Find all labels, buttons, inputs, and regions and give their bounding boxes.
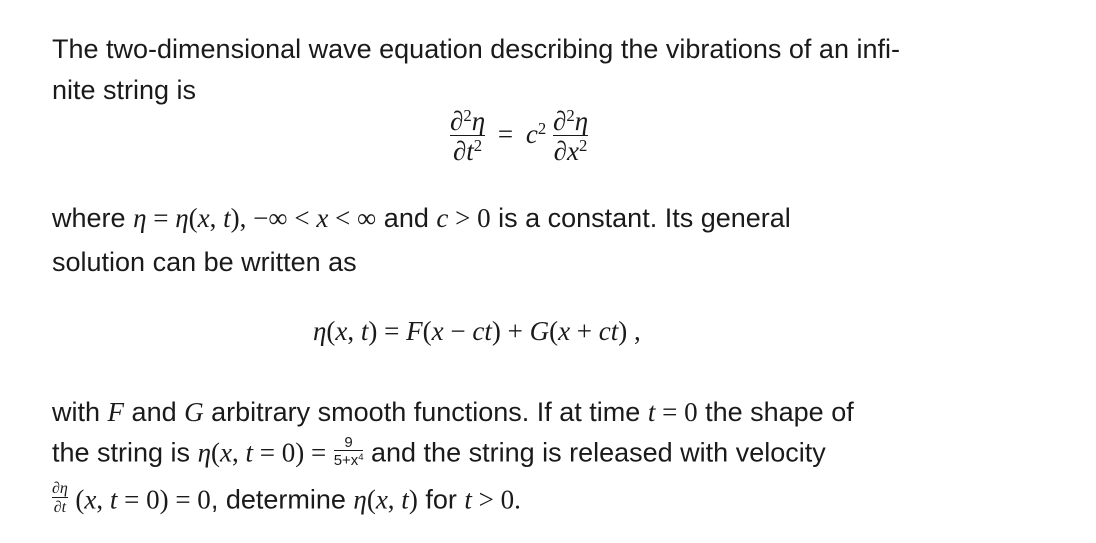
- intro-line-2: nite string is: [52, 75, 197, 105]
- rhs-fraction: $\frac{\partial^2\eta}{\partial x^2}$: [552, 105, 589, 166]
- string-line: the string is η(x, t = 0) = $\frac{9}{5+x^4}$ and the string is released with velocity: [52, 434, 826, 469]
- intro-line-1: The two-dimensional wave equation describing the vibrations of an infi-: [52, 34, 900, 64]
- general-solution: η(x, t) = F(x − ct) + G(x + ct) ,: [313, 316, 641, 346]
- with-line: with F and G arbitrary smooth functions. If at time t = 0 the shape of: [52, 397, 854, 427]
- initial-shape-fraction: $\frac{9}{5+x^4}$: [333, 434, 364, 469]
- wave-equation: $\frac{\partial^2\eta}{\partial t^2}$ = $c^2$ $\frac{\partial^2\eta}{\partial x^2}$: [450, 105, 589, 166]
- determine-line: $\frac{\partial\eta}{\partial t}$ (x, t = 0) = 0, determine η(x, t) for t > 0.: [52, 480, 521, 516]
- definition-line: where η = η(x, t), −∞ < x < ∞ and c > 0 is a constant. Its general: [52, 203, 791, 233]
- solution-line: solution can be written as: [52, 247, 357, 277]
- velocity-fraction: $\frac{\partial\eta}{\partial t}$: [52, 480, 68, 516]
- lhs-fraction: $\frac{\partial^2\eta}{\partial t^2}$: [450, 105, 486, 166]
